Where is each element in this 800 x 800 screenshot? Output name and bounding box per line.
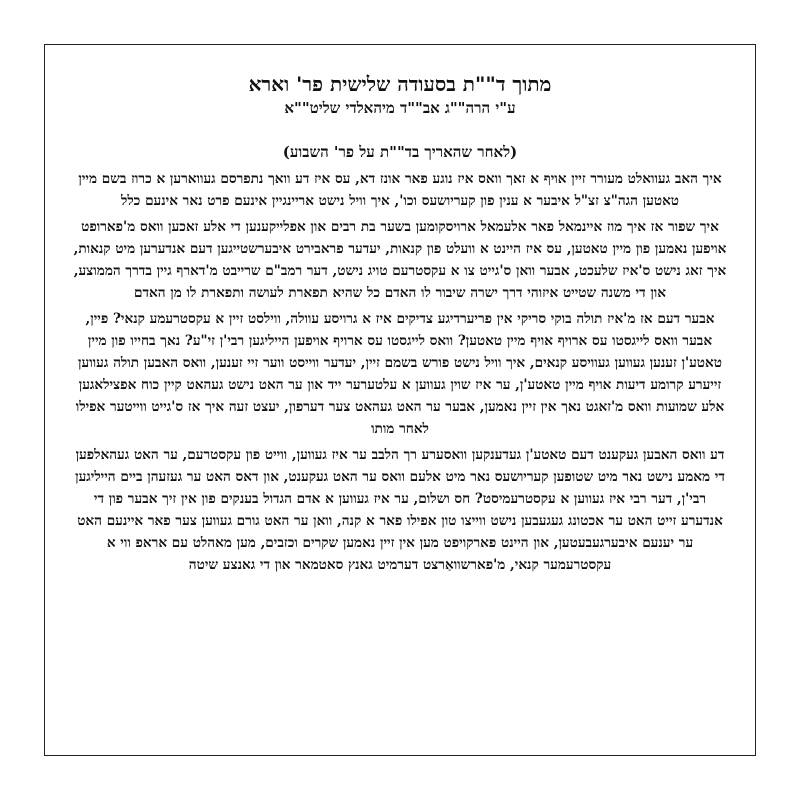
document-body: [71, 65, 729, 737]
paragraph-list: [71, 168, 729, 576]
document-frame: [44, 44, 756, 756]
document-title: מתוך ד""ת בסעודה שלישית פר' וארא: [248, 72, 552, 96]
document-subtitle: ע"י הרה""ג אב""ד מיהאלדי שליט""א: [284, 99, 516, 117]
paragraph-1: איך האב געוואלט מעורר זיין אויף א זאך וואס איז נוגע פאר אונז דא, עס איז דע וואך נתפרסם געווארען א כרוז בשם מיין טאטען הגה"צ זצ"ל איבער א ענין פון קעריושעס וכו', איך וויל נישט אריינגיין אינעם פרט נאר אינעם כלל: [78, 171, 722, 209]
section-label: (לאחר שהאריך בד""ת על פר' השבוע): [282, 142, 518, 161]
paragraph-3: אבער דעם אז מ'איז תולה בוקי סריקי אין פריערדיגע צדיקים איז א גרויסע עוולה, ווילסט זיין א עקסטרעמע קנאי? פיין, אבער וואס לייגסטו עס ארויף אויף מיין טאטען? וואס לייגסטו עס ארויף אויפען הייליגען רבי'ן זי"ע? נאך בחייו פון מיין טאטע'ן זענען געווען געוויסע קנאים, איך וויל נישט פורש בשמם זיין, יעדער ווייסט ווער זיי זענען, וואס האבען תולה געווען זייערע קרומע דיעות אויף מיין טאטע'ן, ער איז שוין געווען א עלטערער ייד און ער האט נישט געהאט קיין כוח אפצילאגען אלע שמועות וואס מ'זאגט נאך אין זיין נאמען, אבער ער האט געהאט צער דערפון, יעצט זעה איך אז ס'גייט ווייטער אפילו לאחר מותו: [75, 311, 725, 437]
paragraph-4: דע וואס האבען געקענט דעם טאטע'ן געדענקען וואסערע רך הלבב ער איז געווען, ווייט פון עקסטרעם, ער האט געהאלפען די מאמע נישט נאר מיט שטופען קעריושעס נאר מיט אלעם וואס ער האט געקענט, און דאס האט ער געזעהן ביים הייליגען רבי'ן, דער רבי איז געווען א עקסטרעמיסט? חס ושלום, ער איז געווען א אדם הגדול בענקים פון אין זיך אבער פון די אנדערע זייט האט ער אכטונג געגעבען נישט ווייצו טון אפילו פאר א קנה, וואן ער האט גורם געווען צער פאר איינעם האט ער יענעם איבערגעבעטען, און היינט פארקויפט מען אין זיין נאמען שקרים וכזבים, מען מאהלט עם אראפ ווי א עקסטרעמער קנאי, מ'פארשוואַרצט דערמיט גאנץ סאטמאר און די גאנצע שיטה: [75, 447, 725, 573]
paragraph-2: איך שפור אז איך מוז איינמאל פאר אלעמאל ארויסקומען בשער בת רבים און אפלייקענען די אלע זאכען וואס מ'פארופט אויפען נאמען פון מיין טאטען, עס איז היינט א וועלט פון קנאות, יעדער פראבירט איבערשטייגען דעם אנדערען מיט קנאות, איך זאג נישט ס'איז שלעכט, אבער וואן ס'גייט צו א עקסטרעם טויג נישט, דער רמב"ם שרייבט מ'דארף גיין בדרך הממוצע, און די משנה שטייט איזוהי דרך ישרה שיבור לו האדם כל שהיא תפארת לעושה ותפארת לו מן האדם: [73, 219, 727, 301]
